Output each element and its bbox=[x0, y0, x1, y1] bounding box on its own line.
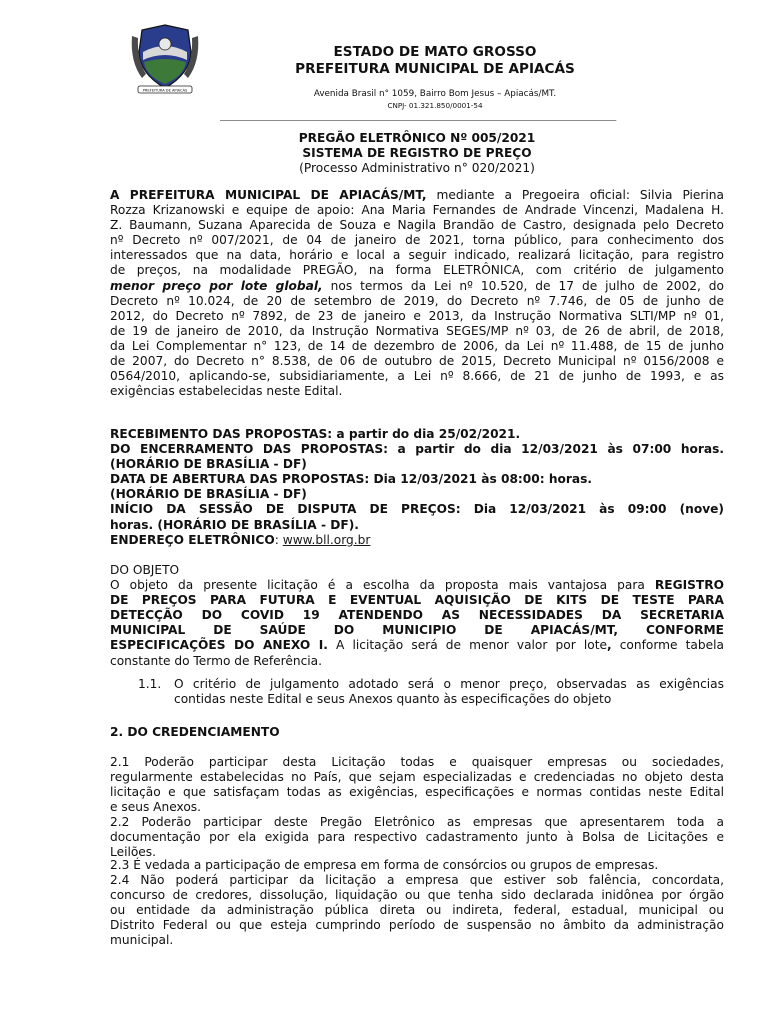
object-text: A licitação será de menor valor por lote bbox=[327, 638, 607, 653]
clause-text: licitação e que satisfaçam todas as exigências, especificações e normas contidas neste Edital bbox=[110, 785, 724, 800]
schedule-line: INÍCIO DA SESSÃO DE DISPUTA DE PREÇOS: Dia 12/03/2021 às 09:00 (nove) bbox=[110, 502, 724, 517]
schedule-line: (HORÁRIO DE BRASÍLIA - DF) bbox=[110, 487, 307, 502]
clause-text: regularmente estabelecidas no País, que sejam especializadas e credenciadas no objeto desta bbox=[110, 770, 724, 785]
object-bold: ESPECIFICAÇÕES DO ANEXO I. bbox=[110, 638, 328, 653]
clause-text: 2.2 Poderão participar deste Pregão Eletrônico as empresas que apresentarem toda a bbox=[110, 815, 724, 829]
clause-text: 2.3 É vedada a participação de empresa em forma de consórcios ou grupos de empresas. bbox=[110, 858, 659, 872]
municipal-crest-icon bbox=[128, 22, 202, 98]
intro-text: Z. Baumann, Suzana Aparecida de Souza e Nagila Brandão de Castro, designada pelo Decreto bbox=[110, 218, 724, 233]
object-text: constante do Termo de Referência. bbox=[110, 653, 322, 668]
judgment-criterion: menor preço por lote global, bbox=[110, 278, 323, 293]
item-number: 1.1. bbox=[138, 677, 162, 691]
intro-text: de 2007, do Decreto n° 8.538, de 06 de outubro de 2015, Decreto Municipal nº 0156/2008 e bbox=[110, 354, 724, 369]
clause-text: e seus Anexos. bbox=[110, 800, 202, 815]
intro-text: nos termos da Lei nº 10.520, de 17 de julho de 2002, do bbox=[322, 278, 724, 293]
crest-label: PREFEITURA DE APIACÁS bbox=[142, 88, 188, 93]
cnpj-line: CNPJ- 01.321.850/0001-54 bbox=[387, 101, 483, 110]
intro-text: 2012, do Decreto nº 7892, de 23 de janeiro e 2013, da Instrução Normativa SLTI/MP nº 01, bbox=[110, 308, 724, 323]
address-line: Avenida Brasil n° 1059, Bairro Bom Jesus – Apiacás/MT. bbox=[313, 89, 557, 99]
intro-text: da Lei Complementar n° 123, de 14 de dezembro de 2006, da Lei nº 11.488, de 15 de junho bbox=[110, 338, 724, 353]
schedule-line: RECEBIMENTO DAS PROPOSTAS: a partir do dia 25/02/2021. bbox=[110, 427, 521, 441]
clause-text: Distrito Federal ou que esteja cumprindo período de suspensão no âmbito da administração bbox=[110, 918, 724, 933]
intro-text: de preços, na modalidade PREGÃO, na forma ELETRÔNICA, com critério de julgamento bbox=[110, 263, 724, 278]
intro-text: mediante a Pregoeira oficial: Silvia Pierina bbox=[426, 188, 724, 202]
intro-text: Decreto nº 10.024, de 20 de setembro de 2019, do Decreto nº 7.746, de 05 de junho de bbox=[110, 293, 724, 308]
header-divider: ___________________________________________________________________________________________________________ bbox=[220, 112, 616, 121]
section-heading: 2. DO CREDENCIAMENTO bbox=[110, 725, 280, 739]
state-title: ESTADO DE MATO GROSSO bbox=[333, 44, 537, 60]
intro-text: interessados que na data, horário e local a seguir indicado, realizará licitação, para registro bbox=[110, 248, 724, 263]
intro-text: nº Decreto nº 007/2021, de 04 de janeiro de 2021, torna público, para conhecimento dos bbox=[110, 233, 724, 248]
electronic-address-label: ENDEREÇO ELETRÔNICO bbox=[110, 532, 275, 547]
item-text-line: contidas neste Edital e seus Anexos quanto às especificações do objeto bbox=[174, 692, 612, 707]
item-text bbox=[174, 677, 724, 707]
clause-2-1 bbox=[110, 755, 724, 815]
schedule-line: horas. (HORÁRIO DE BRASÍLIA - DF). bbox=[110, 517, 359, 532]
object-heading: DO OBJETO bbox=[110, 563, 180, 577]
prefecture-title: PREFEITURA MUNICIPAL DE APIACÁS bbox=[295, 61, 575, 77]
notice-subtitle: SISTEMA DE REGISTRO DE PREÇO bbox=[302, 146, 532, 160]
intro-paragraph bbox=[110, 188, 724, 399]
object-bold: DETECÇÃO DO COVID 19 ATENDENDO AS NECESSIDADES DA SECRETARIA bbox=[110, 608, 724, 623]
schedule-line: (HORÁRIO DE BRASÍLIA - DF) bbox=[110, 457, 307, 472]
intro-text: exigências estabelecidas neste Edital. bbox=[110, 384, 343, 399]
schedule-block bbox=[110, 427, 724, 548]
clause-text: documentação por ela exigida para respectivo cadastramento junto à Bolsa de Licitações e bbox=[110, 830, 724, 845]
colon: : bbox=[274, 532, 283, 547]
object-bold: DE PREÇOS PARA FUTURA E EVENTUAL AQUISIÇÃO DE KITS DE TESTE PARA bbox=[110, 593, 724, 608]
clause-text: concurso de credores, dissolução, liquidação ou que tenha sido declarada inidônea por órgão bbox=[110, 888, 724, 903]
clause-text: 2.4 Não poderá participar da licitação a empresa que estiver sob falência, concordata, bbox=[110, 873, 724, 887]
schedule-line: DO ENCERRAMENTO DAS PROPOSTAS: a partir do dia 12/03/2021 às 07:00 horas. bbox=[110, 442, 724, 457]
clause-2-3 bbox=[110, 858, 724, 873]
intro-text: Rozza Krizanowski e equipe de apoio: Ana Maria Fernandes de Andrade Vincenzi, Madalena H. bbox=[110, 203, 724, 218]
bll-link[interactable]: www.bll.org.br bbox=[282, 532, 371, 547]
clause-text: municipal. bbox=[110, 933, 174, 948]
intro-text: de 19 de janeiro de 2010, da Instrução Normativa SEGES/MP nº 03, de 26 de abril, de 2018, bbox=[110, 323, 724, 338]
schedule-line: DATA DE ABERTURA DAS PROPOSTAS: Dia 12/03/2021 às 08:00: horas. bbox=[110, 472, 593, 487]
object-bold: REGISTRO bbox=[654, 578, 724, 593]
process-number: (Processo Administrativo n° 020/2021) bbox=[299, 161, 535, 175]
object-section bbox=[110, 563, 724, 669]
clause-2-2 bbox=[110, 815, 724, 860]
item-text-line: O critério de julgamento adotado será o menor preço, observadas as exigências bbox=[174, 677, 724, 691]
clause-text: 2.1 Poderão participar desta Licitação todas e quaisquer empresas ou sociedades, bbox=[110, 755, 724, 769]
object-bold: MUNICIPAL DE SAÚDE DO MUNICIPIO DE APIACÁS/MT, CONFORME bbox=[110, 623, 724, 638]
intro-text: 0564/2010, aplicando-se, subsidiariamente, a Lei nº 8.666, de 21 de junho de 1993, e as bbox=[110, 369, 724, 384]
clause-text: ou entidade da administração pública direta ou indireta, federal, estadual, municipal ou bbox=[110, 903, 724, 918]
clause-text: Leilões. bbox=[110, 845, 157, 860]
notice-title: PREGÃO ELETRÔNICO Nº 005/2021 bbox=[298, 131, 536, 145]
intro-bold: A PREFEITURA MUNICIPAL DE APIACÁS/MT, bbox=[110, 188, 427, 202]
object-text: O objeto da presente licitação é a escolha da proposta mais vantajosa para bbox=[110, 578, 655, 593]
object-text: conforme tabela bbox=[611, 638, 724, 653]
clause-2-4 bbox=[110, 873, 724, 948]
object-bold: , bbox=[606, 638, 612, 653]
